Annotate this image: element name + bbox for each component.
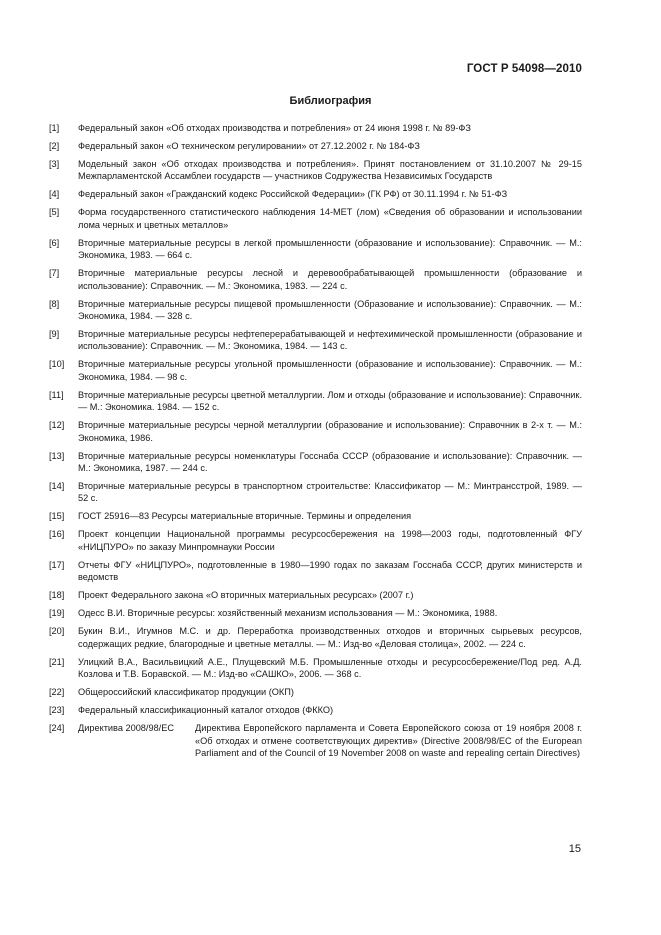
reference-text: Федеральный закон «Об отходах производства и потребления» от 24 июня 1998 г. № 89-ФЗ — [78, 123, 471, 133]
bibliography-list — [49, 122, 582, 765]
bibliography-item — [49, 589, 582, 601]
bibliography-item — [49, 656, 582, 681]
bibliography-item — [49, 559, 582, 584]
reference-text: Улицкий В.А., Васильвицкий А.Е., Плущевский М.Б. Промышленные отходы и ресурсосбережение/Под ред. А.Д. Козлова и Т.В. Боравской. — М.: Изд-во «САШКО», 2006. — 368 с. — [78, 656, 582, 680]
reference-text: Модельный закон «Об отходах производства и потребления». Принят постановлением от 31.10.2007 № 29-15 Межпарламентской Ассамблеи государств — участников Содружества Независимых Государств — [78, 159, 582, 182]
bibliography-item — [49, 686, 582, 698]
reference-text: Вторичные материальные ресурсы лесной и деревообрабатывающей промышленности (образование и использование): Справочник. — М.: Экономика, 1983. — 224 с. — [78, 268, 582, 291]
reference-text — [78, 722, 582, 759]
reference-text: Вторичные материальные ресурсы номенклатуры Госснаба СССР (образование и использование): Справочник. — М.: Экономика, 1987. — 244 с. — [78, 450, 582, 474]
bibliography-item — [49, 528, 582, 553]
reference-number: [4] — [49, 189, 60, 200]
reference-text: Одесс В.И. Вторичные ресурсы: хозяйственный механизм использования — М.: Экономика, 1988. — [78, 608, 498, 619]
bibliography-item — [49, 704, 582, 716]
reference-text: Вторичные материальные ресурсы нефтеперерабатывающей и нефтехимической промышленности (образование и использование): Справочник. — М.: Экономика, 1984. — 143 с. — [78, 329, 582, 352]
reference-code: Директива 2008/98/EC — [78, 723, 175, 734]
reference-number: [7] — [49, 268, 60, 279]
reference-text: Вторичные материальные ресурсы цветной металлургии. Лом и отходы (образование и использование): Справочник. — М.: Экономика. 1984. — 152 с. — [78, 389, 582, 413]
reference-number: [17] — [49, 559, 65, 570]
bibliography-item — [49, 419, 582, 444]
bibliography-item — [49, 358, 582, 383]
reference-text: Отчеты ФГУ «НИЦПУРО», подготовленные в 1980—1990 годах по заказам Госснаба СССР, других министерств и ведомств — [78, 559, 582, 583]
bibliography-item — [49, 480, 582, 505]
reference-text: Проект Федерального закона «О вторичных материальных ресурсах» (2007 г.) — [78, 590, 414, 601]
reference-number: [20] — [49, 626, 65, 637]
reference-number: [19] — [49, 608, 65, 619]
reference-number: [16] — [49, 529, 65, 540]
reference-number: [5] — [49, 207, 60, 218]
reference-text: Форма государственного статистического наблюдения 14-МЕТ (лом) «Сведения об образовании и использовании лома черных и цветных металлов» — [78, 207, 582, 230]
reference-text: Проект концепции Национальной программы ресурсосбережения на 1998—2003 годы, подготовленный ФГУ «НИЦПУРО» по заказу Минпромнауки России — [78, 529, 582, 552]
reference-text: Вторичные материальные ресурсы в транспортном строительстве: Классификатор — М.: Минтрансстрой, 1989. — 52 с. — [78, 481, 582, 504]
reference-text: Общероссийский классификатор продукции (ОКП) — [78, 687, 294, 698]
bibliography-item — [49, 267, 582, 292]
bibliography-item — [49, 206, 582, 231]
bibliography-item — [49, 140, 582, 152]
bibliography-item — [49, 389, 582, 414]
reference-text: Вторичные материальные ресурсы угольной промышленности (образование и использование): Справочник. — М.: Экономика, 1984. — 98 с. — [78, 359, 582, 382]
reference-text: Вторичные материальные ресурсы в легкой промышленности (образование и использование): Справочник. — М.: Экономика, 1983. — 664 с. — [78, 237, 582, 261]
bibliography-item — [49, 188, 582, 200]
reference-text: ГОСТ 25916—83 Ресурсы материальные вторичные. Термины и определения — [78, 511, 412, 522]
reference-text: Вторичные материальные ресурсы пищевой промышленности (Образование и использование): Справочник. — М.: Экономика, 1984. — 328 с. — [78, 298, 582, 322]
reference-number: [15] — [49, 511, 65, 522]
reference-number: [14] — [49, 481, 65, 492]
bibliography-item — [49, 510, 582, 522]
reference-description: Директива Европейского парламента и Совета Европейского союза от 19 ноября 2008 г. «Об отходах и отмене соответствующих директив» (Directive 2008/98/EC of the European Parliament and of the Council of 19 November 2008 on waste and repealing certain Directives) — [195, 723, 582, 758]
reference-number: [22] — [49, 687, 65, 698]
bibliography-item — [49, 722, 582, 759]
bibliography-item — [49, 625, 582, 650]
bibliography-item — [49, 328, 582, 353]
bibliography-item — [49, 158, 582, 183]
reference-number: [8] — [49, 298, 60, 309]
reference-text: Федеральный классификационный каталог отходов (ФККО) — [78, 705, 334, 716]
reference-number: [13] — [49, 450, 65, 461]
reference-number: [24] — [49, 723, 65, 734]
reference-number: [23] — [49, 705, 65, 716]
reference-number: [18] — [49, 590, 65, 601]
section-title: Библиография — [289, 95, 372, 107]
page-number: 15 — [568, 843, 581, 855]
reference-text: Федеральный закон «Гражданский кодекс Российской Федерации» (ГК РФ) от 30.11.1994 г. № 51-ФЗ — [78, 189, 508, 200]
bibliography-item — [49, 237, 582, 262]
reference-number: [6] — [49, 237, 60, 248]
reference-number: [12] — [49, 420, 65, 431]
reference-text: Вторичные материальные ресурсы черной металлургии (образование и использование): Справочник в 2-х т. — М.: Экономика, 1986. — [78, 420, 582, 443]
reference-number: [2] — [49, 141, 60, 151]
reference-number: [21] — [49, 656, 65, 667]
reference-number: [3] — [49, 159, 60, 169]
bibliography-item — [49, 122, 582, 134]
bibliography-item — [49, 607, 582, 619]
reference-text: Букин В.И., Игумнов М.С. и др. Переработка производственных отходов и вторичных сырьевых ресурсов, содержащих редкие, благородные и цветные металлы. — М.: Изд-во «Деловая столица», 2002. — 224 с. — [78, 626, 582, 649]
bibliography-item — [49, 298, 582, 323]
bibliography-item — [49, 450, 582, 475]
reference-text: Федеральный закон «О техническом регулировании» от 27.12.2002 г. № 184-ФЗ — [78, 141, 420, 151]
reference-number: [9] — [49, 329, 60, 340]
standard-header: ГОСТ Р 54098—2010 — [466, 63, 582, 75]
reference-number: [11] — [49, 389, 64, 400]
reference-number: [10] — [49, 359, 65, 370]
reference-number: [1] — [49, 123, 60, 133]
